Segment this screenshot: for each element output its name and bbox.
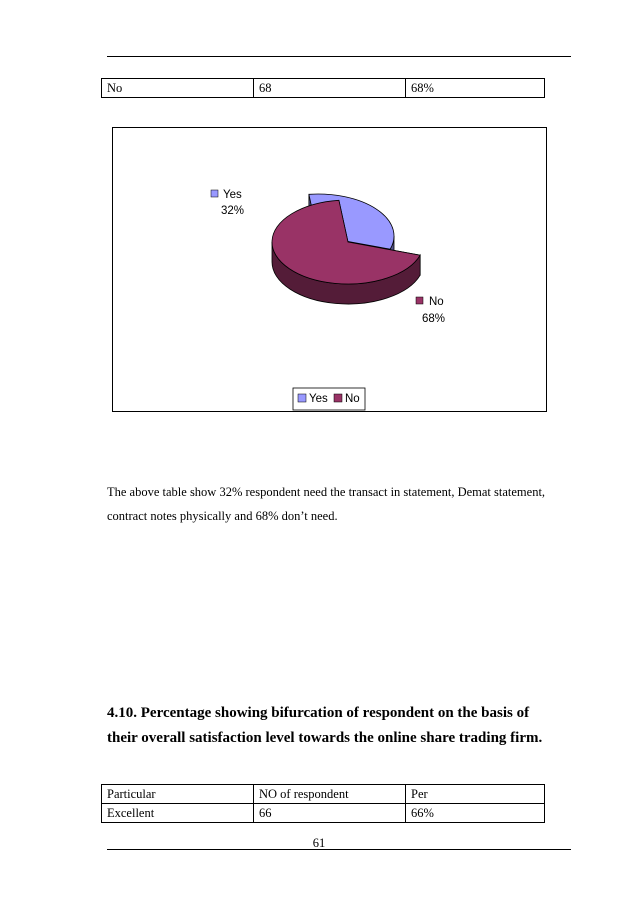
data-label-no-pct: 68%: [422, 313, 446, 325]
section-number: 4.10: [107, 705, 134, 721]
table-cell: No: [102, 79, 254, 98]
legend-label-no: No: [345, 393, 360, 405]
data-label-no-name: No: [429, 296, 444, 308]
response-table: [101, 78, 545, 98]
legend-swatch-no: [334, 394, 342, 402]
footer-rule: [107, 849, 571, 850]
table-row: [102, 79, 545, 98]
table-row: [102, 804, 545, 823]
legend-label-yes: Yes: [309, 393, 328, 405]
table-cell: 68: [254, 79, 406, 98]
pie-slices: [272, 194, 420, 304]
pie-chart: [112, 127, 547, 412]
table-header-cell: Particular: [102, 785, 254, 804]
table-header-row: [102, 785, 545, 804]
satisfaction-table: [101, 784, 545, 823]
chart-legend: [293, 388, 365, 410]
section-heading: [107, 701, 567, 751]
legend-swatch-yes: [298, 394, 306, 402]
body-paragraph: [107, 480, 577, 528]
data-label-yes-pct: 32%: [221, 205, 245, 217]
paragraph-line: The above table show 32% respondent need the transact in statement, Demat statement,: [107, 485, 546, 499]
header-rule: [107, 56, 571, 57]
pie-chart-svg: [113, 128, 548, 413]
heading-line: [107, 701, 567, 726]
data-label-yes-name: Yes: [223, 189, 242, 201]
label-swatch-no: [416, 297, 423, 304]
label-swatch-yes: [211, 190, 218, 197]
page-number: 61: [312, 836, 326, 850]
table-cell: 68%: [406, 79, 545, 98]
table-cell: 66: [254, 804, 406, 823]
heading-line: their overall satisfaction level towards the online share trading firm.: [107, 730, 543, 746]
paragraph-line: contract notes physically and 68% don’t need.: [107, 509, 338, 523]
table-cell: 66%: [406, 804, 545, 823]
table-header-cell: NO of respondent: [254, 785, 406, 804]
section-title-part1: . Percentage showing bifurcation of respondent on the basis of: [133, 705, 530, 721]
table-header-cell: Per: [406, 785, 545, 804]
table-cell: Excellent: [102, 804, 254, 823]
